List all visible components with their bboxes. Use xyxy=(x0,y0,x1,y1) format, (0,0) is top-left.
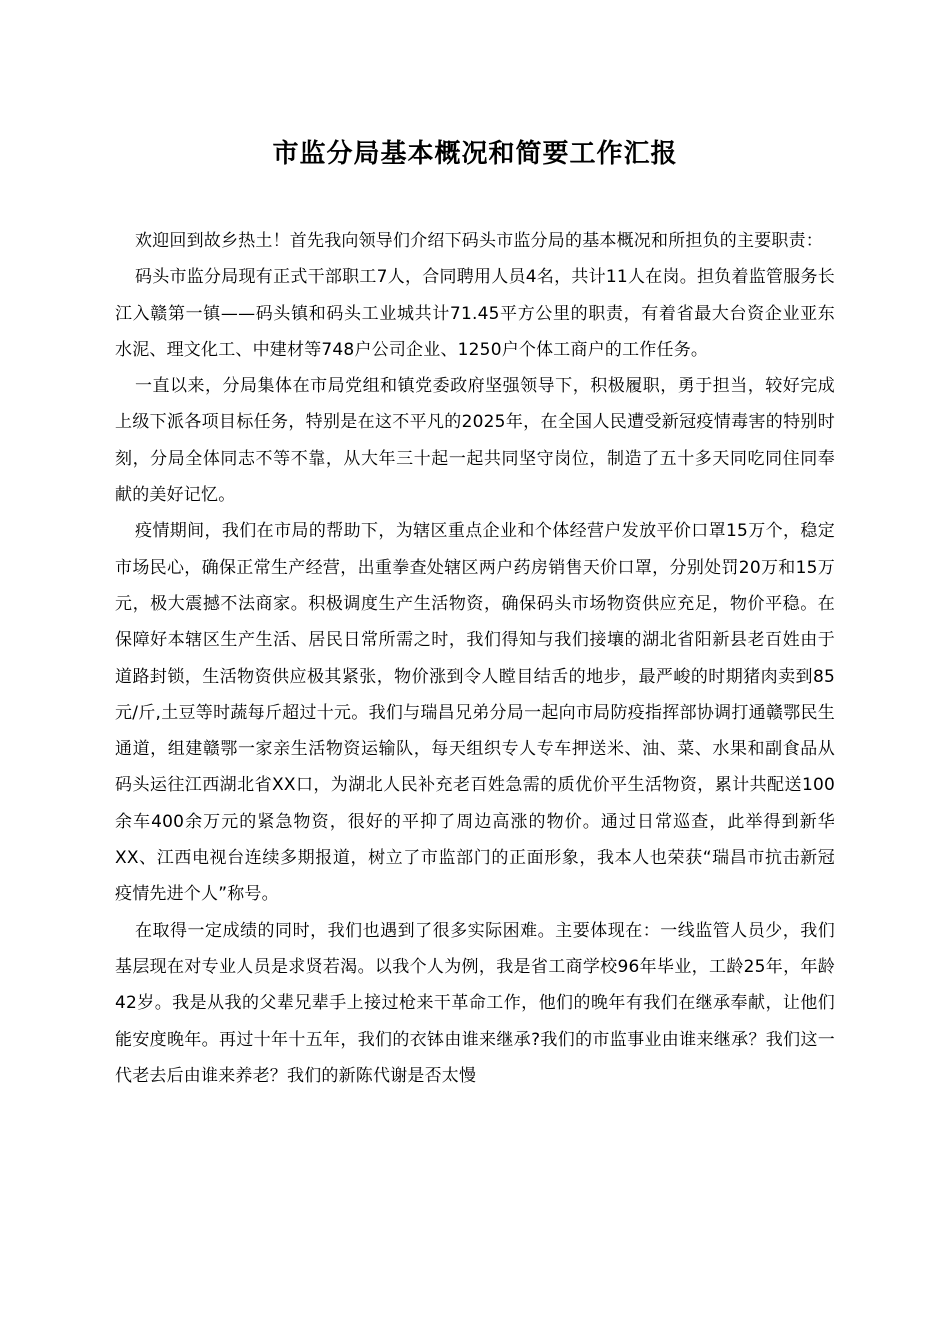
paragraph: 码头市监分局现有正式干部职工7人，合同聘用人员4名，共计11人在岗。担负着监管服务长江入赣第一镇——码头镇和码头工业城共计71.45平方公里的职责，有着省最大台资企业亚东水泥、理文化工、中建材等748户公司企业、1250户个体工商户的工作任务。 xyxy=(115,267,835,360)
paragraph: 疫情期间，我们在市局的帮助下，为辖区重点企业和个体经营户发放平价口罩15万个，稳定市场民心，确保正常生产经营，出重拳查处辖区两户药房销售天价口罩，分别处罚20万和15万元，极大震撼不法商家。积极调度生产生活物资，确保码头市场物资供应充足，物价平稳。在保障好本辖区生产生活、居民日常所需之时，我们得知与我们接壤的湖北省阳新县老百姓由于道路封锁，生活物资供应极其紧张，物价涨到令人瞠目结舌的地步，最严峻的时期猪肉卖到85元/斤,土豆等时蔬每斤超过十元。我们与瑞昌兄弟分局一起向市局防疫指挥部协调打通赣鄂民生通道，组建赣鄂一家亲生活物资运输队，每天组织专人专车押送米、油、菜、水果和副食品从码头运往江西湖北省XX口，为湖北人民补充老百姓急需的质优价平生活物资，累计共配送100余车400余万元的紧急物资，很好的平抑了周边高涨的物价。通过日常巡查，此举得到新华XX、江西电视台连续多期报道，树立了市监部门的正面形象，我本人也荣获“瑞昌市抗击新冠疫情先进个人”称号。 xyxy=(115,521,835,905)
paragraph: 一直以来，分局集体在市局党组和镇党委政府坚强领导下，积极履职，勇于担当，较好完成上级下派各项目标任务，特别是在这不平凡的2025年，在全国人民遭受新冠疫情毒害的特别时刻，分局全体同志不等不靠，从大年三十起一起共同坚守岗位，制造了五十多天同吃同住同奉献的美好记忆。 xyxy=(115,376,835,506)
document-body xyxy=(115,223,835,1094)
paragraph: 欢迎回到故乡热土！首先我向领导们介绍下码头市监分局的基本概况和所担负的主要职责： xyxy=(135,231,823,251)
document-title: 市监分局基本概况和简要工作汇报 xyxy=(272,139,678,169)
paragraph: 在取得一定成绩的同时，我们也遇到了很多实际困难。主要体现在：一线监管人员少，我们基层现在对专业人员是求贤若渴。以我个人为例，我是省工商学校96年毕业，工龄25年，年龄42岁。我是从我的父辈兄辈手上接过枪来干革命工作，他们的晚年有我们在继承奉献，让他们能安度晚年。再过十年十五年，我们的衣钵由谁来继承?我们的市监事业由谁来继承？我们这一代老去后由谁来养老？我们的新陈代谢是否太慢 xyxy=(115,920,835,1086)
